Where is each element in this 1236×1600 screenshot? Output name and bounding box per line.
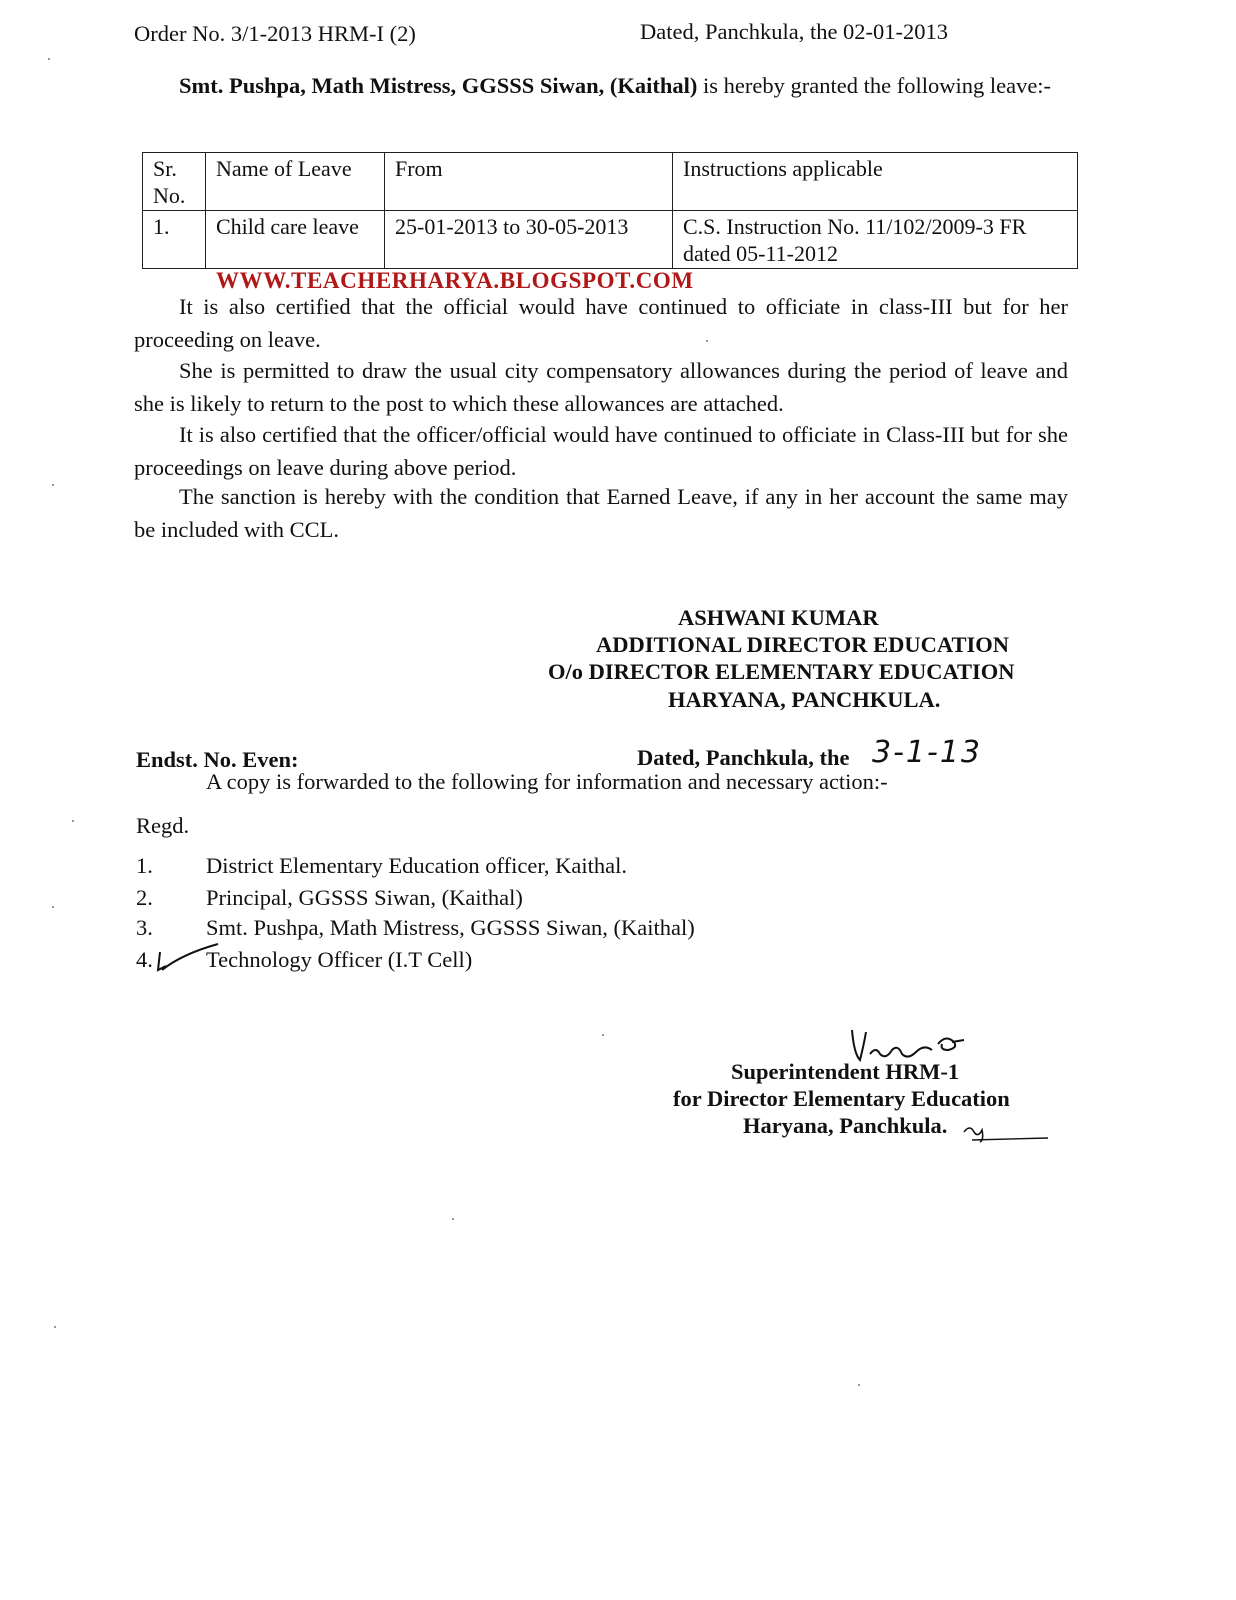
recipient-number: 2. (136, 885, 153, 910)
blog-watermark: WWW.TEACHERHARYA.BLOGSPOT.COM (216, 268, 694, 293)
endorsement-number: Endst. No. Even: (136, 747, 299, 772)
header-instructions: Instructions applicable (673, 153, 1078, 211)
superintendent-place: Haryana, Panchkula. (743, 1113, 948, 1138)
recipient-text: Technology Officer (I.T Cell) (206, 947, 473, 972)
tick-mark-icon (152, 942, 222, 978)
recipient-text: Smt. Pushpa, Math Mistress, GGSSS Siwan, (Kaithal) (206, 915, 695, 940)
signatory-place: HARYANA, PANCHKULA. (668, 687, 941, 712)
scan-speck (602, 1034, 604, 1036)
recipient-text: Principal, GGSSS Siwan, (Kaithal) (206, 885, 523, 910)
order-date: Dated, Panchkula, the 02-01-2013 (640, 19, 949, 44)
recipient-number: 4. (136, 947, 153, 972)
header-name-of-leave: Name of Leave (206, 153, 385, 211)
scan-speck (54, 1326, 56, 1328)
leave-table (142, 152, 1078, 269)
superintendent-title: Superintendent HRM-1 (731, 1059, 960, 1084)
recipient-number: 1. (136, 853, 153, 878)
paragraph-allowances: She is permitted to draw the usual city compensatory allowances during the period of leave and she is likely to return to the post to which these allowances are attached. (134, 358, 1068, 416)
handwritten-date: 3-1-13 (872, 735, 982, 770)
scan-speck (52, 484, 54, 486)
superintendent-for-line: for Director Elementary Education (673, 1086, 1010, 1111)
table-row (143, 211, 1078, 269)
scan-speck (452, 1218, 454, 1220)
scan-speck (858, 1384, 860, 1386)
table-header-row (143, 153, 1078, 211)
recipient-number: 3. (136, 915, 153, 940)
paragraph-certification-2: It is also certified that the officer/official would have continued to officiate in Class-III but for she proceedings on leave during above period. (134, 422, 1068, 480)
scan-speck (48, 58, 50, 60)
cell-leave-name: Child care leave (206, 211, 385, 269)
cell-sr-no: 1. (143, 211, 206, 269)
grantee-name: Smt. Pushpa, Math Mistress, GGSSS Siwan, (Kaithal) (179, 73, 698, 98)
scan-speck (72, 820, 74, 822)
order-number: Order No. 3/1-2013 HRM-I (2) (134, 21, 416, 46)
regd-label: Regd. (136, 813, 190, 838)
signatory-office: O/o DIRECTOR ELEMENTARY EDUCATION (548, 659, 1015, 684)
initial-scrawl-icon (960, 1120, 1050, 1144)
endorsement-date-label: Dated, Panchkula, the (637, 745, 850, 770)
cell-instructions: C.S. Instruction No. 11/102/2009-3 FR dated 05-11-2012 (673, 211, 1078, 269)
header-sr-no: Sr. No. (143, 153, 206, 211)
recipient-text: District Elementary Education officer, Kaithal. (206, 853, 628, 878)
paragraph-sanction-condition: The sanction is hereby with the condition that Earned Leave, if any in her account the same may be included with CCL. (134, 484, 1068, 542)
header-from: From (385, 153, 673, 211)
scan-speck (706, 340, 708, 342)
intro-text: is hereby granted the following leave:- (697, 73, 1052, 98)
copy-forward-text: A copy is forwarded to the following for information and necessary action:- (206, 769, 888, 794)
signatory-designation: ADDITIONAL DIRECTOR EDUCATION (596, 632, 1009, 657)
intro-paragraph (134, 70, 1054, 101)
paragraph-certification-1: It is also certified that the official would have continued to officiate in class-III but for her proceeding on leave. (134, 294, 1068, 352)
signatory-name: ASHWANI KUMAR (678, 605, 879, 630)
cell-from: 25-01-2013 to 30-05-2013 (385, 211, 673, 269)
scan-speck (52, 906, 54, 908)
